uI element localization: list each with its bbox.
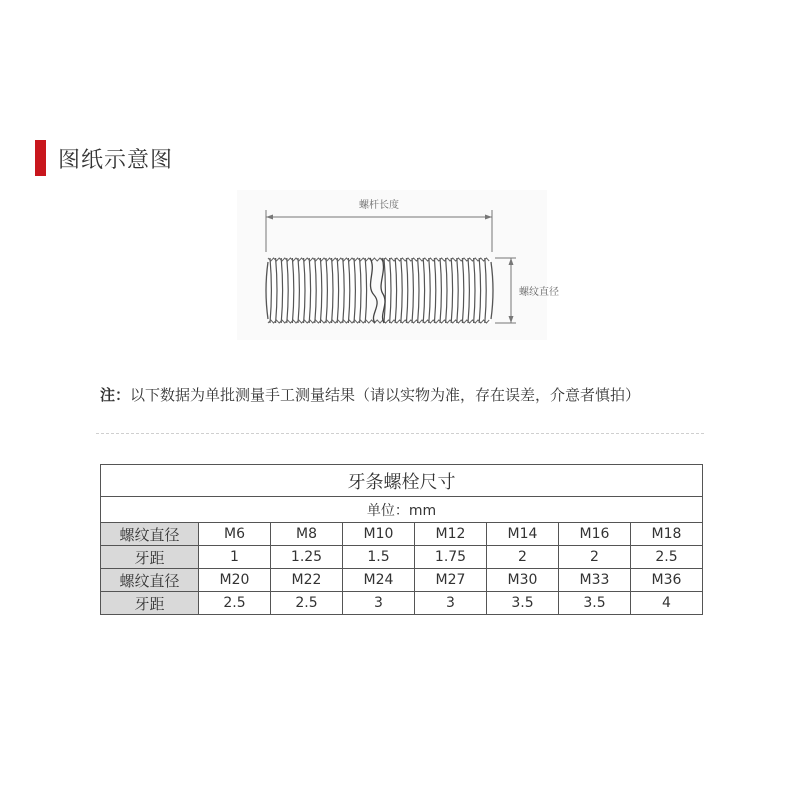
table-cell: M14 — [487, 523, 559, 546]
arrow-top — [509, 258, 514, 265]
table-cell: 2 — [487, 546, 559, 569]
table-cell: M10 — [343, 523, 415, 546]
table-cell: M27 — [415, 569, 487, 592]
table-cell: M18 — [631, 523, 703, 546]
length-label: 螺杆长度 — [359, 200, 399, 211]
rod-body — [266, 258, 493, 323]
row-header: 牙距 — [101, 592, 199, 615]
table-cell: 2.5 — [631, 546, 703, 569]
threaded-rod-drawing — [237, 190, 559, 340]
table-cell: M20 — [199, 569, 271, 592]
table-cell: M33 — [559, 569, 631, 592]
row-header: 螺纹直径 — [101, 569, 199, 592]
table-cell: 3.5 — [487, 592, 559, 615]
table-cell: M36 — [631, 569, 703, 592]
table-cell: 1.75 — [415, 546, 487, 569]
measurement-note — [100, 384, 640, 405]
arrow-bottom — [509, 316, 514, 323]
spec-table — [100, 464, 703, 615]
row-header: 牙距 — [101, 546, 199, 569]
table-row — [101, 592, 703, 615]
table-cell: M22 — [271, 569, 343, 592]
table-cell: M24 — [343, 569, 415, 592]
table-cell: 2.5 — [271, 592, 343, 615]
table-cell: 4 — [631, 592, 703, 615]
table-row — [101, 523, 703, 546]
table-cell: 2.5 — [199, 592, 271, 615]
table-cell: 1 — [199, 546, 271, 569]
table-cell: 3 — [415, 592, 487, 615]
accent-bar — [35, 140, 46, 176]
table-unit: 单位：mm — [101, 497, 703, 523]
note-prefix: 注： — [100, 386, 131, 404]
table-cell: M6 — [199, 523, 271, 546]
table-cell: 3 — [343, 592, 415, 615]
section-header — [35, 140, 173, 176]
note-text: 以下数据为单批测量手工测量结果（请以实物为准，存在误差，介意者慎拍） — [130, 386, 641, 404]
table-title: 牙条螺栓尺寸 — [101, 465, 703, 497]
threaded-rod-svg — [237, 190, 559, 340]
section-title: 图纸示意图 — [58, 147, 174, 173]
table-cell: 1.5 — [343, 546, 415, 569]
table-cell: 1.25 — [271, 546, 343, 569]
table-row — [101, 546, 703, 569]
table-cell: M12 — [415, 523, 487, 546]
arrow-left — [266, 215, 273, 220]
table-cell: 3.5 — [559, 592, 631, 615]
table-cell: 2 — [559, 546, 631, 569]
arrow-right — [485, 215, 492, 220]
dotted-divider — [96, 433, 704, 434]
table-cell: M30 — [487, 569, 559, 592]
table-cell: M8 — [271, 523, 343, 546]
table-cell: M16 — [559, 523, 631, 546]
row-header: 螺纹直径 — [101, 523, 199, 546]
table-row — [101, 569, 703, 592]
diameter-label: 螺纹直径 — [519, 287, 559, 298]
